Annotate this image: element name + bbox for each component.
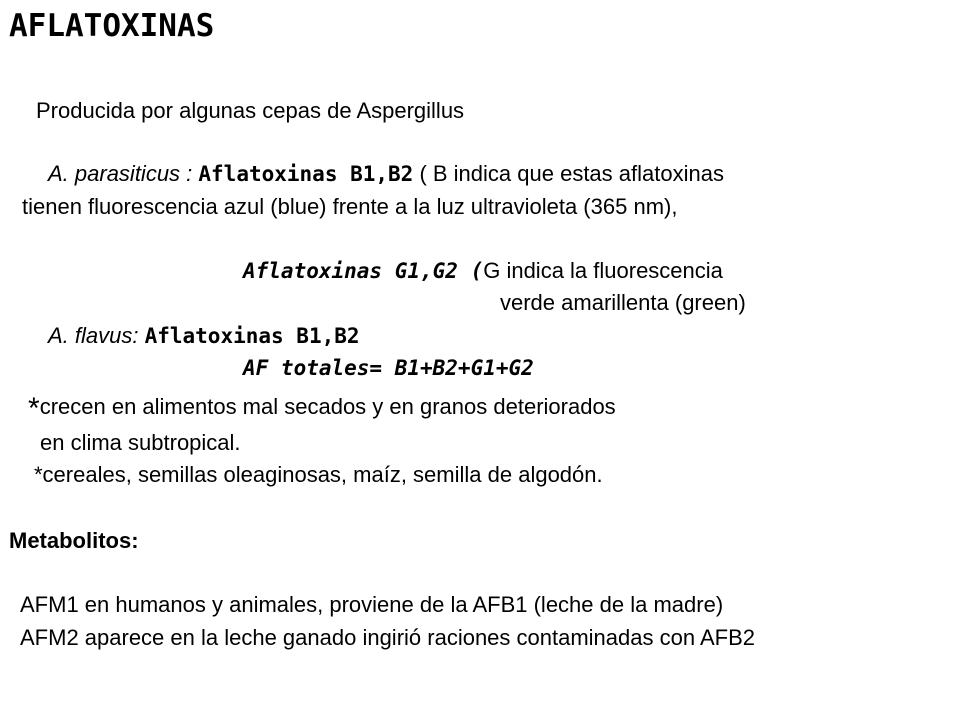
g-toxins: Aflatoxinas G1,G2 ( xyxy=(243,259,484,283)
bullet-text-2: *cereales, semillas oleaginosas, maíz, semilla de algodón. xyxy=(34,462,603,487)
metabolitos-heading: Metabolitos: xyxy=(9,528,139,553)
page-title: AFLATOXINAS xyxy=(9,8,215,44)
flavus-species: A. flavus: xyxy=(48,323,145,348)
af-totales: AF totales= B1+B2+G1+G2 xyxy=(243,356,534,380)
g-note-cont: verde amarillenta (green) xyxy=(500,290,746,315)
parasiticus-note-cont: tienen fluorescencia azul (blue) frente a la luz ultravioleta (365 nm), xyxy=(22,194,678,219)
flavus-toxins: Aflatoxinas B1,B2 xyxy=(144,324,360,348)
bullet-line-1 xyxy=(28,392,616,425)
parasiticus-line xyxy=(48,161,724,187)
parasiticus-note: ( B indica que estas aflatoxinas xyxy=(413,161,724,186)
flavus-line xyxy=(48,323,360,349)
parasiticus-species: A. parasiticus : xyxy=(48,161,199,186)
bullet-text-1-cont: en clima subtropical. xyxy=(40,430,241,455)
bullet-star: * xyxy=(28,392,40,425)
afm2-text: AFM2 aparece en la leche ganado ingirió raciones contaminadas con AFB2 xyxy=(20,625,756,650)
afm1-text: AFM1 en humanos y animales, proviene de la AFB1 (leche de la madre) xyxy=(20,592,724,617)
g-toxins-line xyxy=(243,258,723,284)
intro-text: Producida por algunas cepas de Aspergillus xyxy=(36,98,465,123)
bullet-text-1: crecen en alimentos mal secados y en granos deteriorados xyxy=(39,394,616,419)
parasiticus-toxins: Aflatoxinas B1,B2 xyxy=(198,162,414,186)
g-note: G indica la fluorescencia xyxy=(483,258,723,283)
